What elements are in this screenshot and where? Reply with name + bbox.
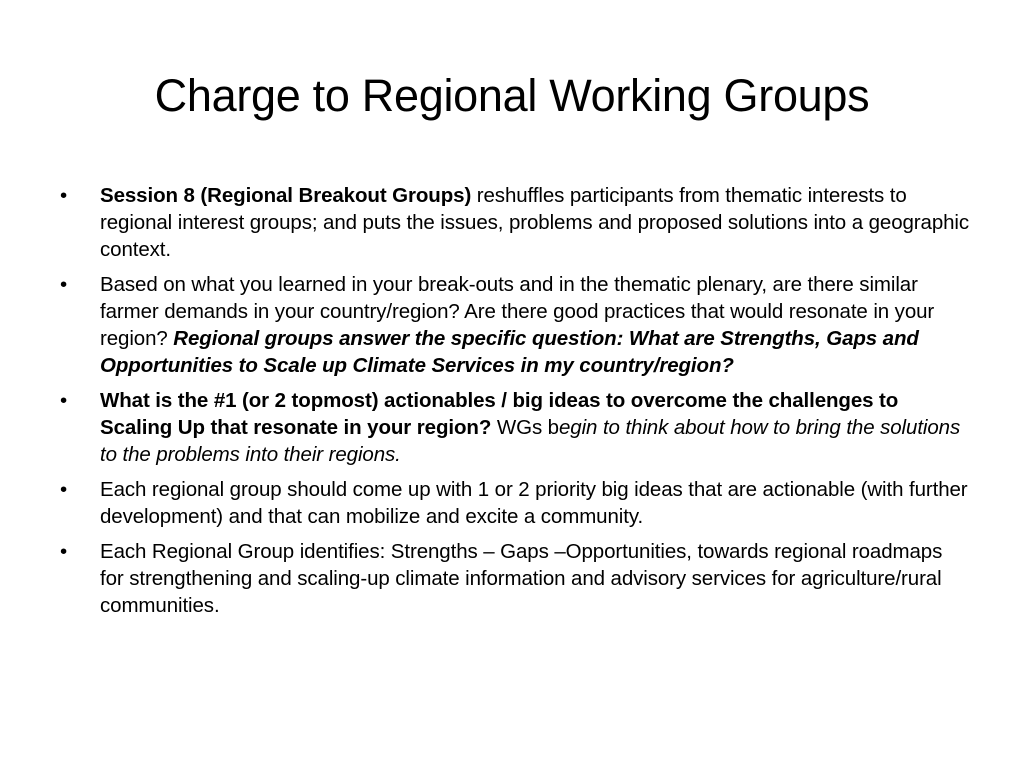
bullet-item	[58, 271, 970, 379]
bullet-text-segment: Each Regional Group identifies: Strengths – Gaps –Opportunities, towards regional roadmaps for strengthening and scaling-up climate information and advisory services for agriculture/rural communities.	[100, 540, 943, 617]
bullet-text-segment: reshuffles participants from thematic interests to regional interest groups; and puts the issues, problems and proposed solutions into a geographic context.	[100, 184, 970, 261]
bullet-dot-icon: •	[60, 184, 68, 207]
bullet-text-segment: Each regional group should come up with 1 or 2 priority big ideas that are actionable (with further development) and that can mobilize and excite a community.	[100, 478, 968, 528]
bullet-text	[100, 184, 969, 261]
bullet-dot-icon: •	[60, 389, 68, 412]
bullet-text	[100, 478, 968, 528]
bullet-text	[100, 389, 960, 466]
bullet-item	[58, 182, 970, 263]
bullet-dot-icon: •	[60, 273, 68, 296]
bullet-text-segment: What is the #1 (or 2 topmost) actionables / big ideas to overcome the challenges to Scaling Up that resonate in your region?	[100, 389, 899, 439]
bullet-text	[100, 273, 934, 377]
bullet-dot-icon: •	[60, 478, 68, 501]
bullet-text	[100, 540, 942, 617]
bullet-item	[58, 387, 970, 468]
bullet-text-segment: WGs b	[491, 416, 559, 439]
bullet-item	[58, 476, 970, 530]
bullet-dot-icon: •	[60, 540, 68, 563]
bullet-text-segment: Based on what you learned in your break-outs and in the thematic plenary, are there similar farmer demands in your country/region? Are there good practices that would resonate in your region?	[100, 273, 935, 350]
bullet-text-segment: Session 8 (Regional Breakout Groups)	[100, 184, 472, 207]
slide-title: Charge to Regional Working Groups	[154, 70, 870, 121]
bullet-text-segment: Regional groups answer the specific question: What are Strengths, Gaps and Opportunities to Scale up Climate Services in my country/region?	[100, 327, 919, 377]
bullet-list	[58, 182, 970, 627]
bullet-item	[58, 538, 970, 619]
bullet-text-segment: egin to think about how to bring the solutions to the problems into their regions.	[100, 416, 961, 466]
